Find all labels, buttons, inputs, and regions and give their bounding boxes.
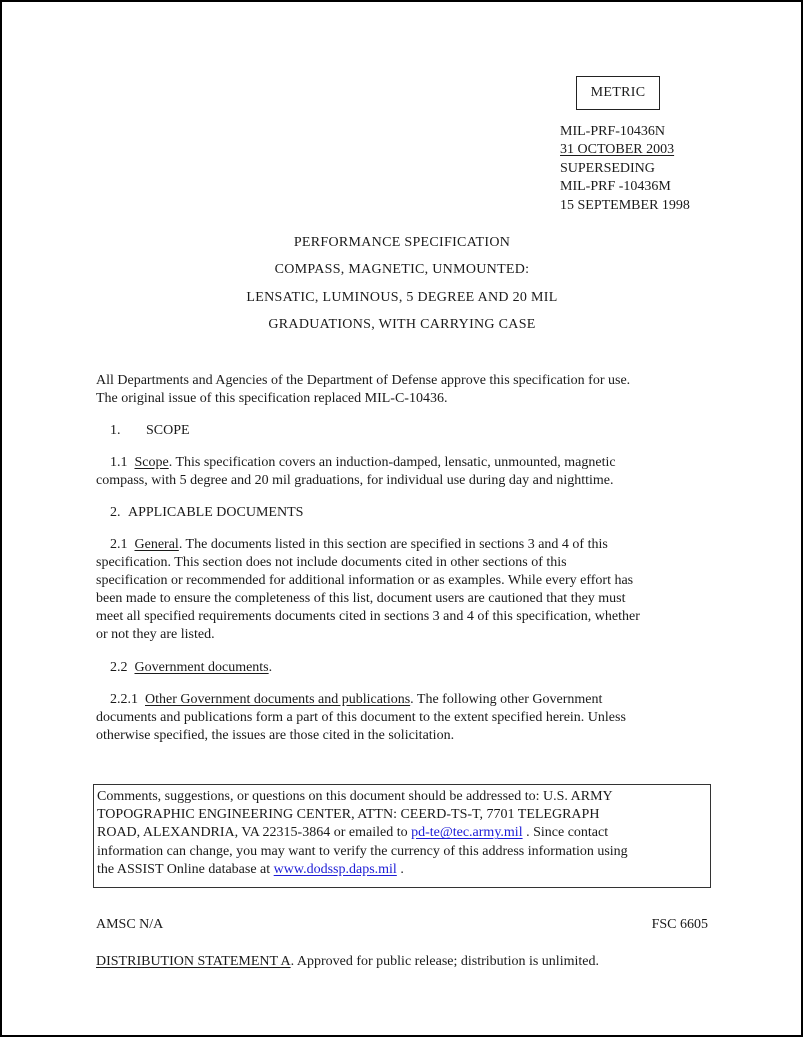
- contact-info-box: [93, 784, 711, 888]
- section-2-1-number: 2.1: [110, 537, 128, 552]
- section-2-2-heading: Government documents: [134, 660, 269, 675]
- superseded-date: 15 SEPTEMBER 1998: [560, 197, 690, 213]
- section-2-2-number: 2.2: [110, 660, 128, 675]
- contact-line-5-pre: the ASSIST Online database at: [97, 861, 274, 877]
- amsc-label: AMSC N/A: [96, 917, 164, 932]
- superseding-label: SUPERSEDING: [560, 160, 655, 176]
- section-2-2-1-line-3: otherwise specified, the issues are those cited in the solicitation.: [96, 728, 455, 743]
- section-2-2-1-line-2: documents and publications form a part of this document to the extent specified herein. Unless: [96, 710, 626, 725]
- section-2-number: 2.: [110, 505, 121, 520]
- section-2-1-heading: General: [134, 537, 179, 552]
- fsc-label: FSC 6605: [651, 917, 708, 932]
- section-1-1-paragraph: [96, 454, 716, 490]
- metric-badge: METRIC: [576, 76, 660, 110]
- distribution-heading: DISTRIBUTION STATEMENT A: [96, 954, 291, 969]
- section-1-number: 1.: [110, 423, 121, 438]
- section-2-2-1-line-1: . The following other Government: [410, 692, 603, 707]
- section-2-2-trail: .: [268, 660, 273, 675]
- title-line-3: LENSATIC, LUMINOUS, 5 DEGREE AND 20 MIL: [246, 290, 558, 305]
- section-1-1-line-2: compass, with 5 degree and 20 mil graduations, for individual use during day and nighttime.: [96, 473, 614, 488]
- section-2-title: APPLICABLE DOCUMENTS: [128, 505, 304, 520]
- section-2-1-line-5: meet all specified requirements documents cited in sections 3 and 4 of this specification, whether: [96, 609, 640, 624]
- approval-line-2: The original issue of this specification replaced MIL-C-10436.: [96, 391, 448, 406]
- section-2-1-line-4: been made to ensure the completeness of this list, document users are cautioned that they must: [96, 591, 626, 606]
- contact-line-4: information can change, you may want to verify the currency of this address information using: [97, 843, 628, 859]
- contact-line-3-pre: ROAD, ALEXANDRIA, VA 22315-3864 or emailed to: [97, 825, 412, 841]
- section-2-1-line-6: or not they are listed.: [96, 627, 215, 642]
- section-2-2-1-heading: Other Government documents and publications: [145, 692, 411, 707]
- title-line-4: GRADUATIONS, WITH CARRYING CASE: [268, 317, 536, 332]
- section-2-1-line-1: . The documents listed in this section are specified in sections 3 and 4 of this: [178, 537, 608, 552]
- section-2-2-paragraph: [96, 659, 716, 677]
- email-link[interactable]: pd-te@tec.army.mil: [411, 825, 523, 841]
- doc-number: MIL-PRF-10436N: [560, 124, 666, 139]
- approval-line-1: All Departments and Agencies of the Department of Defense approve this specification for use.: [96, 373, 631, 388]
- section-2-2-1-paragraph: [96, 691, 716, 745]
- section-2-1-line-3: specification or recommended for additional information or as examples. While every effort has: [96, 573, 634, 588]
- approval-statement: [96, 372, 716, 408]
- document-identification: [560, 123, 690, 215]
- distribution-statement: [96, 954, 599, 970]
- section-1-title: SCOPE: [146, 423, 190, 438]
- section-2-1-line-2: specification. This section does not include documents cited in other sections of this: [96, 555, 567, 570]
- section-2-2-1-number: 2.2.1: [110, 692, 138, 707]
- section-1-1-number: 1.1: [110, 455, 128, 470]
- website-link[interactable]: www.dodssp.daps.mil: [273, 861, 397, 877]
- section-1-heading: [110, 422, 730, 440]
- contact-line-3-post: . Since contact: [522, 825, 609, 841]
- section-2-heading: [110, 504, 730, 522]
- section-1-1-heading: Scope: [134, 455, 169, 470]
- doc-date: 31 OCTOBER 2003: [560, 142, 675, 158]
- superseded-number: MIL-PRF -10436M: [560, 179, 671, 195]
- section-1-1-line-1: . This specification covers an induction-damped, lensatic, unmounted, magnetic: [168, 455, 616, 470]
- title-line-1: PERFORMANCE SPECIFICATION: [293, 235, 511, 250]
- section-2-1-paragraph: [96, 536, 716, 644]
- contact-line-2: TOPOGRAPHIC ENGINEERING CENTER, ATTN: CEERD-TS-T, 7701 TELEGRAPH: [97, 807, 600, 823]
- contact-line-1: Comments, suggestions, or questions on this document should be addressed to: U.S. ARMY: [97, 789, 613, 804]
- contact-line-5-post: .: [396, 861, 404, 877]
- distribution-text: . Approved for public release; distribution is unlimited.: [290, 954, 599, 969]
- title-line-2: COMPASS, MAGNETIC, UNMOUNTED:: [274, 262, 530, 277]
